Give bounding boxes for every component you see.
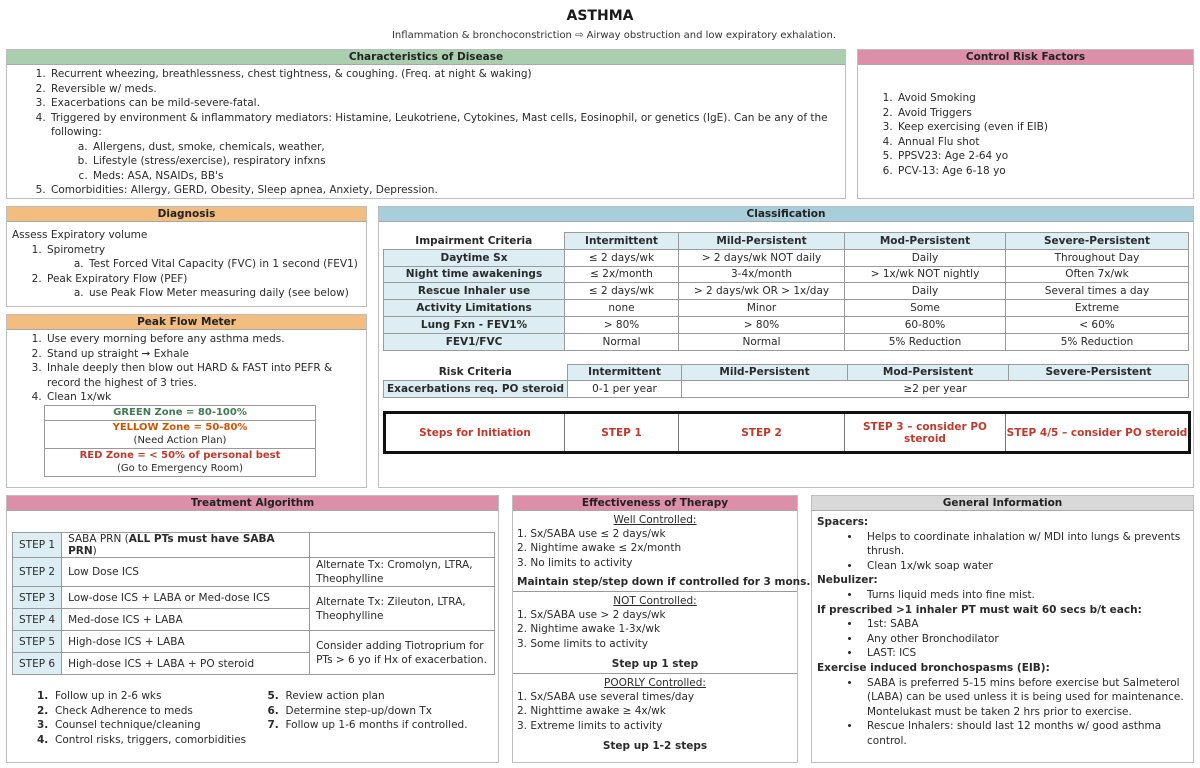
diagnosis-intro: Assess Expiratory volume (12, 229, 148, 241)
list-item: 2. Nightime awake ≤ 2x/month (517, 542, 682, 555)
sub-list-item: a. Test Forced Vital Capacity (FVC) in 1 second (FEV1) (87, 257, 366, 272)
risk-criteria-header: Risk Criteria (438, 366, 512, 379)
col-header-mild: Mild-Persistent (682, 364, 848, 381)
step-tx-emphasis: ALL PTs must have SABA PRN (68, 533, 275, 557)
step-label: STEP 5 (13, 631, 62, 653)
effectiveness-panel (512, 495, 811, 763)
step-tx: High-dose ICS + LABA + PO steroid (62, 653, 310, 675)
table-cell: ≥2 per year (682, 381, 1189, 398)
list-item: 2. Avoid Triggers (896, 106, 1193, 121)
table-row (13, 587, 495, 609)
steps-initiation-table (383, 411, 1191, 454)
group-title: Nebulizer: (817, 574, 878, 587)
yellow-zone-label: YELLOW Zone = 50-80% (112, 422, 248, 433)
list-item: 6. PCV-13: Age 6-18 yo (896, 164, 1193, 179)
follow-up-item (268, 689, 499, 704)
list-item (49, 111, 845, 184)
step-cell: STEP 1 (565, 413, 679, 453)
section-action: Step up 1 step (611, 657, 699, 670)
treatment-panel (6, 495, 499, 763)
item-number: 3. (37, 719, 49, 731)
sub-list-item: a. Allergens, dust, smoke, chemicals, weather, (91, 140, 845, 155)
row-label: Activity Limitations (384, 300, 565, 317)
characteristics-panel (6, 49, 846, 199)
sub-list-item: a. use Peak Flow Meter measuring daily (see below) (87, 286, 366, 301)
item-text: Counsel technique/cleaning (55, 719, 201, 731)
table-cell: 0-1 per year (568, 381, 682, 398)
step-label: STEP 1 (13, 533, 62, 558)
steps-label: Steps for Initiation (385, 413, 565, 453)
item-number: 5. (267, 690, 279, 702)
list-item-text: Spirometry (47, 243, 106, 256)
effectiveness-header: Effectiveness of Therapy (513, 496, 797, 511)
bullet-item: • Turns liquid meds into fine mist. (861, 588, 1188, 603)
item-text: Follow up 1-6 months if controlled. (285, 719, 468, 731)
table-row (13, 558, 495, 587)
list-item: 1. Recurrent wheezing, breathlessness, chest tightness, & coughing. (Freq. at night & waking) (49, 67, 845, 82)
col-header-intermittent: Intermittent (565, 233, 679, 250)
sub-list-item: b. Lifestyle (stress/exercise), respiratory infxns (91, 154, 845, 169)
follow-up-item (37, 689, 268, 704)
step-label: STEP 3 (13, 587, 62, 609)
table-cell: Normal (679, 333, 845, 350)
col-header-mild: Mild-Persistent (679, 233, 845, 250)
well-controlled-section (513, 511, 811, 592)
row-label: Exacerbations req. PO steroid (384, 381, 568, 398)
table-row (13, 533, 495, 558)
step-tx: Med-dose ICS + LABA (62, 609, 310, 631)
alternate-empty (310, 533, 495, 558)
step-label: STEP 6 (13, 653, 62, 675)
section-title: Well Controlled: (613, 514, 697, 526)
col-header-mod: Mod-Persistent (848, 364, 1009, 381)
diagnosis-panel (6, 206, 367, 307)
peak-flow-header: Peak Flow Meter (7, 315, 366, 330)
list-item-text: Triggered by environment & inflammatory mediators: Histamine, Leukotriene, Cytokines, Mast cells, Eosinophil, or genetics (IgE). Can be any of the following: (51, 111, 828, 138)
step-label: STEP 2 (13, 558, 62, 587)
section-action: Step up 1-2 steps (602, 739, 708, 752)
row-label: Night time awakenings (384, 266, 565, 283)
list-item: 2. Nighttime awake ≥ 4x/wk (517, 705, 666, 718)
item-number: 1. (37, 690, 49, 702)
list-item: 1. Use every morning before any asthma meds. (45, 332, 360, 347)
table-cell: Minor (679, 300, 845, 317)
list-item: 1. Sx/SABA use ≤ 2 days/wk (517, 528, 666, 541)
table-cell: > 80% (565, 316, 679, 333)
follow-up-item (268, 704, 499, 719)
col-header-mod: Mod-Persistent (845, 233, 1006, 250)
treatment-table (12, 532, 495, 675)
step-cell: STEP 3 – consider PO steroid (845, 413, 1006, 453)
row-label: Lung Fxn - FEV1% (384, 316, 565, 333)
step-tx: Low Dose ICS (62, 558, 310, 587)
table-cell: > 1x/wk NOT nightly (845, 266, 1006, 283)
list-item: 3. Exacerbations can be mild-severe-fatal. (49, 96, 845, 111)
table-cell: none (565, 300, 679, 317)
section-title: NOT Controlled: (613, 595, 697, 608)
item-text: Follow up in 2-6 wks (55, 690, 162, 702)
group-title: Spacers: (817, 516, 869, 528)
table-cell: ≤ 2 days/wk (565, 249, 679, 266)
col-header-severe: Severe-Persistent (1009, 364, 1189, 381)
table-row (384, 283, 1189, 300)
table-cell: > 2 days/wk OR > 1x/day (679, 283, 845, 300)
poorly-controlled-section (513, 674, 797, 755)
list-item (45, 243, 366, 272)
bullet-item: • Any other Bronchodilator (861, 632, 1188, 647)
table-row (13, 631, 495, 653)
treatment-header: Treatment Algorithm (7, 496, 498, 511)
group-title: If prescribed >1 inhaler PT must wait 60 secs b/t each: (817, 603, 1142, 616)
bullet-item: • Helps to coordinate inhalation w/ MDI into lungs & prevents thrush. (861, 530, 1188, 559)
general-info-panel (811, 495, 1194, 763)
page-subtitle: Inflammation & bronchoconstriction ⇨ Airway obstruction and low expiratory exhalation. (391, 30, 836, 41)
red-zone-note: (Go to Emergency Room) (116, 462, 244, 474)
control-risk-panel (857, 49, 1194, 199)
follow-up-list (7, 675, 498, 747)
yellow-zone-note: (Need Action Plan) (133, 434, 227, 446)
list-item: 2. Nightime awake 1-3x/wk (517, 623, 661, 636)
step-tx (62, 533, 310, 558)
peak-flow-zones-table (44, 405, 316, 478)
table-cell: > 2 days/wk NOT daily (679, 249, 845, 266)
not-controlled-section (513, 592, 797, 674)
impairment-criteria-header: Impairment Criteria (415, 234, 533, 247)
page-title: ASTHMA (566, 8, 634, 24)
diagnosis-header: Diagnosis (7, 207, 366, 222)
list-item: 2. Stand up straight ➞ Exhale (45, 347, 360, 362)
item-number: 4. (37, 733, 49, 746)
follow-up-item (37, 733, 268, 748)
list-item: 1. Sx/SABA use several times/day (517, 691, 695, 704)
item-text: Review action plan (285, 690, 385, 702)
follow-up-item (268, 718, 499, 733)
bullet-item: • LAST: ICS (861, 646, 1188, 661)
col-header-intermittent: Intermittent (568, 364, 682, 381)
table-row (384, 333, 1189, 350)
row-label: Rescue Inhaler use (384, 283, 565, 300)
list-item: 3. Inhale deeply then blow out HARD & FAST into PEFR & record the highest of 3 tries. (45, 361, 360, 390)
section-title: POORLY Controlled: (604, 677, 706, 690)
list-item (45, 272, 366, 301)
follow-up-item (37, 718, 268, 733)
impairment-table (383, 232, 1189, 351)
table-cell: 5% Reduction (845, 333, 1006, 350)
table-cell: Daily (845, 283, 1006, 300)
risk-table (383, 364, 1189, 399)
peak-flow-panel (6, 314, 367, 488)
red-zone-label: RED Zone = < 50% of personal best (79, 450, 281, 461)
list-item-text: Peak Expiratory Flow (PEF) (47, 272, 188, 285)
table-cell: 3-4x/month (679, 266, 845, 283)
bullet-item: • Clean 1x/wk soap water (861, 559, 1188, 574)
table-cell: Extreme (1006, 300, 1189, 317)
row-label: Daytime Sx (384, 249, 565, 266)
table-cell: 5% Reduction (1006, 333, 1189, 350)
table-cell: ≤ 2 days/wk (565, 283, 679, 300)
item-text: Check Adherence to meds (55, 704, 193, 717)
col-header-severe: Severe-Persistent (1006, 233, 1189, 250)
list-item: 3. Keep exercising (even if EIB) (896, 120, 1193, 135)
section-action: Maintain step/step down if controlled for 3 mons. (517, 575, 811, 588)
list-item: 4. Clean 1x/wk (45, 390, 360, 405)
step-cell: STEP 2 (679, 413, 845, 453)
step-tx: Low-dose ICS + LABA or Med-dose ICS (62, 587, 310, 609)
row-label: FEV1/FVC (384, 333, 565, 350)
table-row (384, 300, 1189, 317)
list-item: 3. Some limits to activity (517, 637, 648, 650)
table-cell: Normal (565, 333, 679, 350)
step-tx-end: ) (92, 545, 97, 557)
table-row (384, 249, 1189, 266)
bullet-item: • SABA is preferred 5-15 mins before exercise but Salmeterol (LABA) can be used unless it is being used for maintenance. Montelukast must be taken 2 hrs prior to exercise. (861, 676, 1188, 720)
sub-list-item: c. Meds: ASA, NSAIDs, BB's (91, 169, 845, 184)
list-item: 1. Avoid Smoking (896, 91, 1193, 106)
table-cell: < 60% (1006, 316, 1189, 333)
classification-panel (378, 206, 1194, 488)
table-cell: Often 7x/wk (1006, 266, 1189, 283)
bullet-item: • Rescue Inhalers: should last 12 months w/ good asthma control. (861, 719, 1188, 748)
list-item: 3. Extreme limits to activity (517, 719, 663, 732)
control-risk-header: Control Risk Factors (858, 50, 1193, 65)
item-number: 2. (37, 704, 49, 717)
list-item: 5. Comorbidities: Allergy, GERD, Obesity, Sleep apnea, Anxiety, Depression. (49, 183, 845, 198)
item-text: Determine step-up/down Tx (285, 704, 433, 717)
list-item: 3. No limits to activity (517, 556, 633, 569)
alternate-tx: Consider adding Tiotroprium for PTs > 6 yo if Hx of exacerbation. (310, 631, 495, 675)
table-cell: Daily (845, 249, 1006, 266)
item-number: 6. (267, 704, 279, 717)
table-cell: ≤ 2x/month (565, 266, 679, 283)
item-text: Control risks, triggers, comorbidities (55, 733, 247, 746)
step-tx-text: SABA PRN ( (68, 533, 129, 545)
red-zone (45, 449, 316, 477)
list-item: 5. PPSV23: Age 2-64 yo (896, 149, 1193, 164)
table-row (384, 266, 1189, 283)
table-row (384, 381, 1189, 398)
alternate-tx: Alternate Tx: Cromolyn, LTRA, Theophylline (310, 558, 495, 587)
general-info-header: General Information (812, 496, 1193, 511)
bullet-item: • 1st: SABA (861, 617, 1188, 632)
group-title: Exercise induced bronchospasms (EIB): (817, 661, 1050, 674)
step-tx: High-dose ICS + LABA (62, 631, 310, 653)
step-label: STEP 4 (13, 609, 62, 631)
characteristics-header: Characteristics of Disease (7, 50, 845, 65)
table-cell: Some (845, 300, 1006, 317)
table-row (384, 316, 1189, 333)
table-cell: 60-80% (845, 316, 1006, 333)
list-item: 4. Annual Flu shot (896, 135, 1193, 150)
table-cell: Throughout Day (1006, 249, 1189, 266)
classification-header: Classification (379, 207, 1193, 222)
list-item: 2. Reversible w/ meds. (49, 82, 845, 97)
list-item: 1. Sx/SABA use > 2 days/wk (517, 609, 666, 622)
alternate-tx: Alternate Tx: Zileuton, LTRA, Theophylline (310, 587, 495, 631)
green-zone: GREEN Zone = 80-100% (45, 405, 316, 421)
table-cell: Several times a day (1006, 283, 1189, 300)
step-cell: STEP 4/5 – consider PO steroid (1006, 413, 1190, 453)
item-number: 7. (267, 719, 279, 731)
follow-up-item (37, 704, 268, 719)
yellow-zone (45, 421, 316, 449)
table-cell: > 80% (679, 316, 845, 333)
